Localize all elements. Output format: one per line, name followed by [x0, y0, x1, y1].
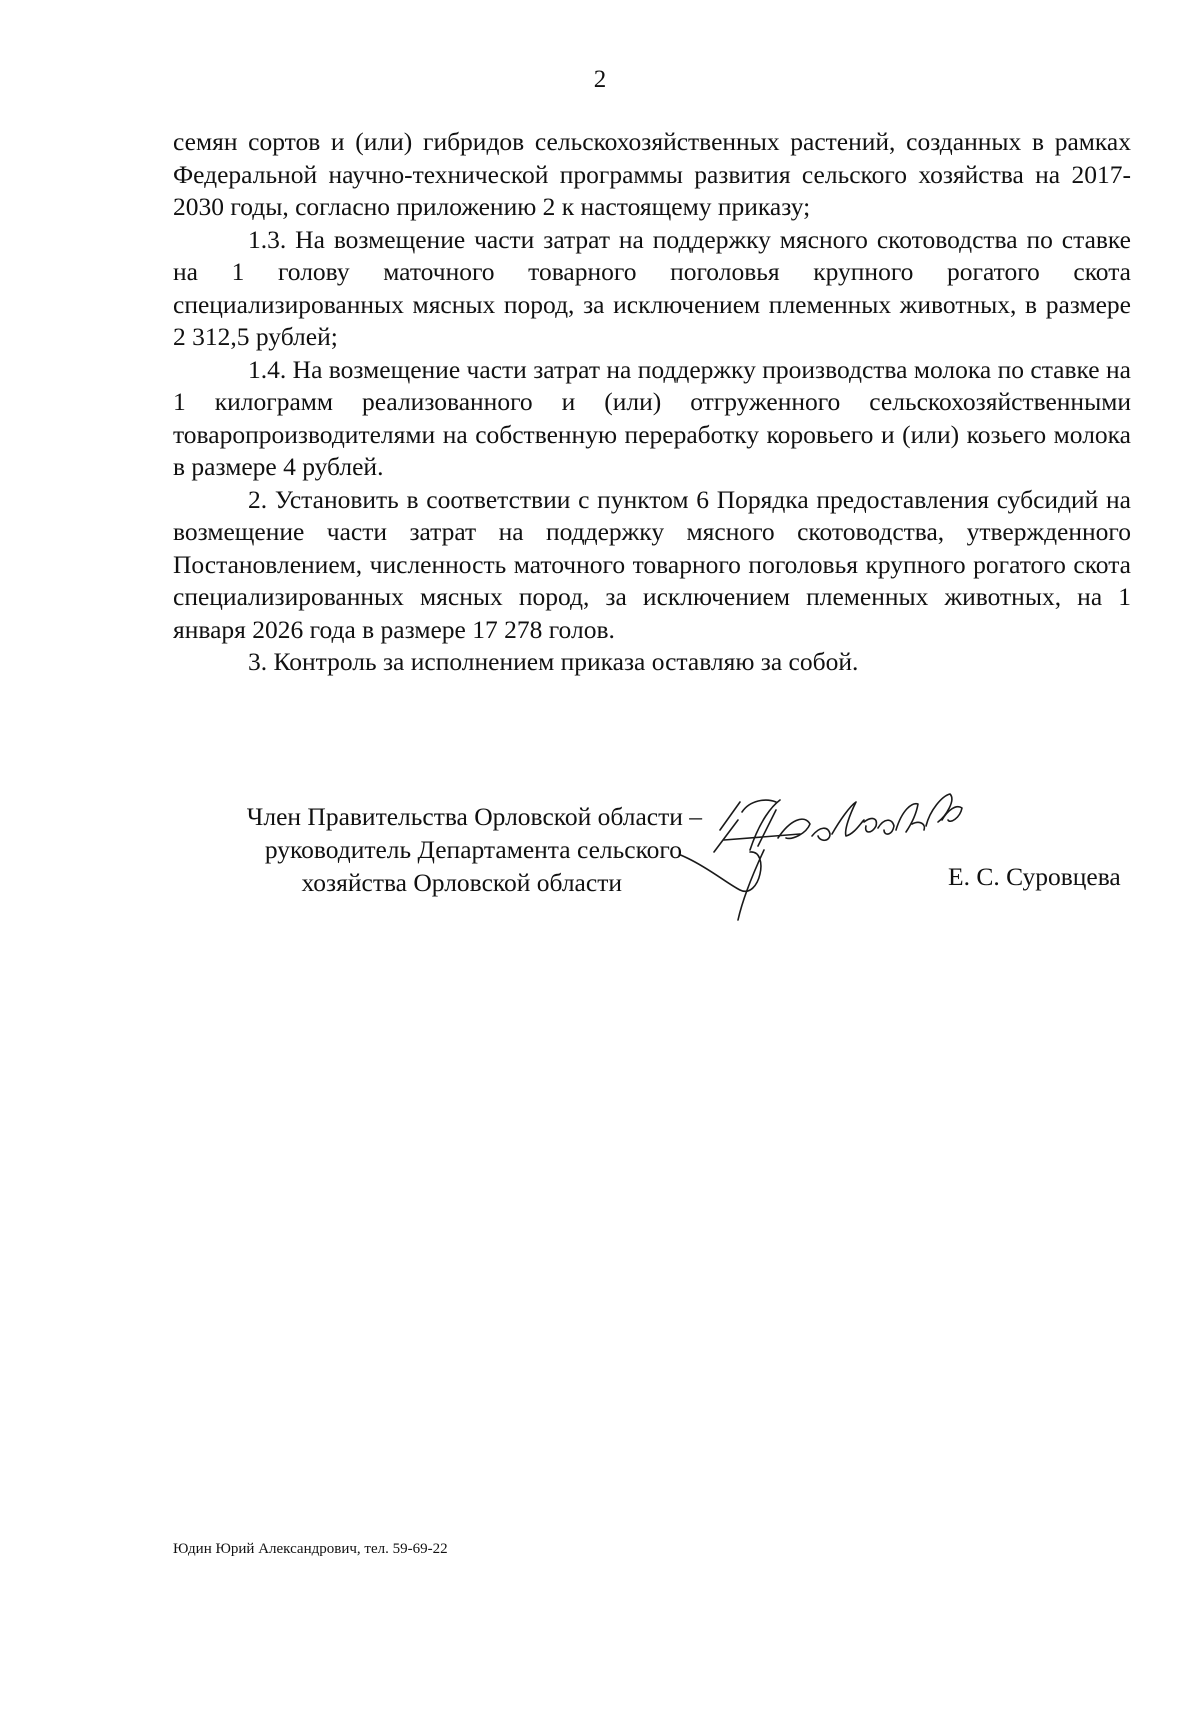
paragraph-continuation: семян сортов и (или) гибридов сельскохозяйственных растений, созданных в рамках Федеральной научно-технической программы развития сельского хозяйства на 2017-2030 годы, согласно приложению 2 к настоящему приказу; [173, 127, 1131, 221]
page-number: 2 [593, 66, 607, 93]
executor-contact: Юдин Юрий Александрович, тел. 59-69-22 [173, 1541, 448, 1557]
paragraph-item-1-4: 1.4. На возмещение части затрат на поддержку производства молока по ставке на 1 килограмм реализованного и (или) отгруженного сельскохозяйственными товаропроизводителями на собственную переработку коровьего и (или) козьего молока в размере 4 рублей. [173, 354, 1131, 481]
signatory-position-line: Член Правительства Орловской области – [246, 802, 702, 831]
signatory-position-line: руководитель Департамента сельского [264, 835, 682, 864]
signatory-position [170, 800, 710, 899]
paragraph-item-2: 2. Установить в соответствии с пунктом 6 Порядка предоставления субсидий на возмещение части затрат на поддержку мясного скотоводства, утвержденного Постановлением, численность маточного товарного поголовья крупного рогатого скота специализированных мясных пород, за исключением племенных животных, на 1 января 2026 года в размере 17 278 голов. [173, 484, 1131, 644]
signatory-name: Е. С. Суровцева [948, 862, 1121, 891]
paragraph-item-1-3: 1.3. На возмещение части затрат на поддержку мясного скотоводства по ставке на 1 голову маточного товарного поголовья крупного рогатого скота специализированных мясных пород, за исключением племенных животных, в размере 2 312,5 рублей; [173, 224, 1131, 351]
signatory-position-line: хозяйства Орловской области [301, 868, 622, 897]
document-body [173, 126, 1131, 679]
paragraph-item-3: 3. Контроль за исполнением приказа оставляю за собой. [248, 647, 859, 676]
